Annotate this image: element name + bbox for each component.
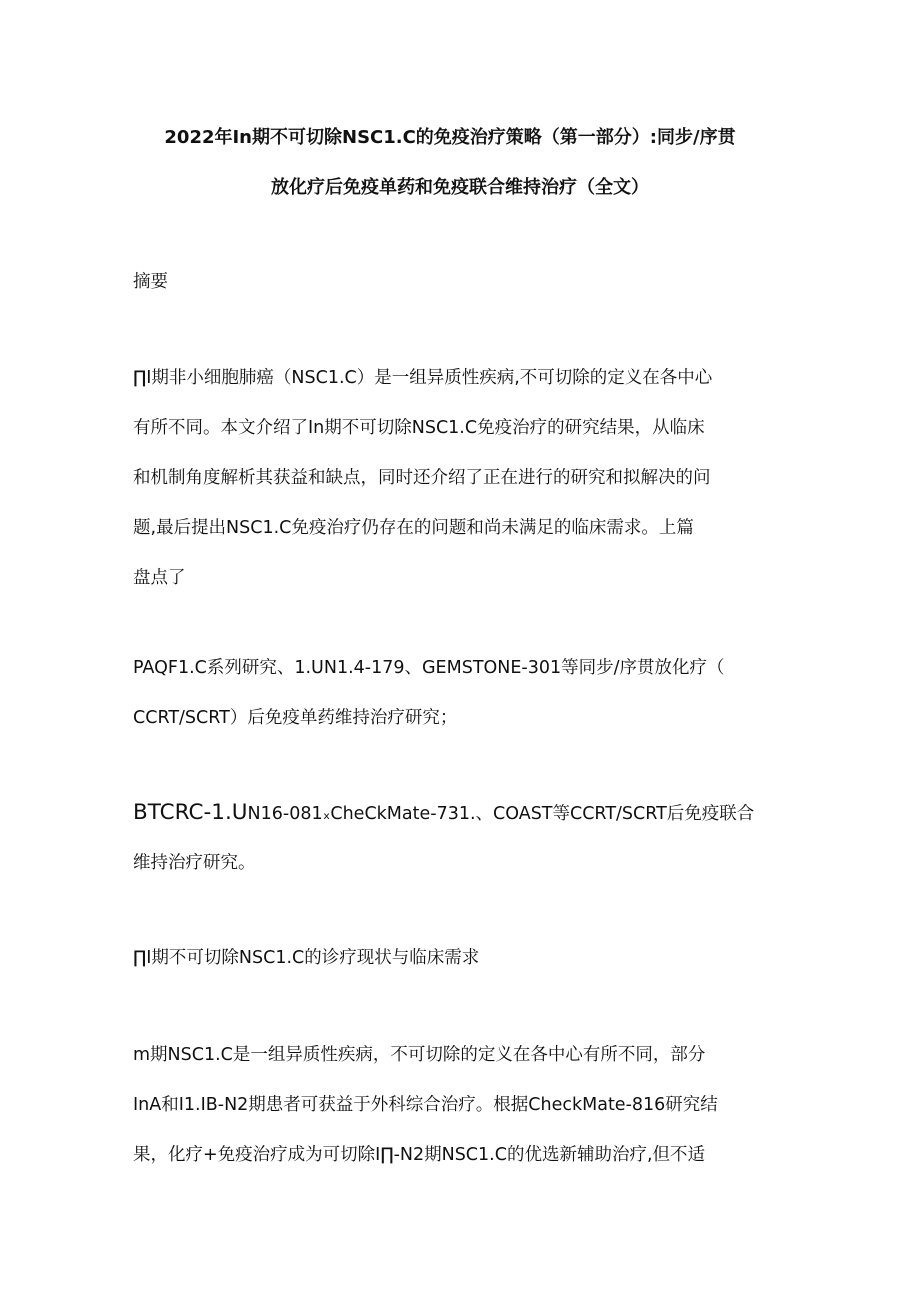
paragraph-line: 盘点了: [133, 568, 186, 588]
paragraph-line: 维持治疗研究。: [133, 853, 256, 873]
paragraph-line: 果，化疗+免疫治疗成为可切除I∏-N2期NSC1.C的优选新辅助治疗,但不适: [133, 1145, 706, 1165]
monotherapy-studies-paragraph: [133, 643, 793, 743]
paragraph-line: [133, 788, 793, 838]
paragraph-line: 题,最后提出NSC1.C免疫治疗仍存在的问题和尚未满足的临床需求。上篇: [133, 518, 694, 538]
paragraph-line: 有所不同。本文介绍了In期不可切除NSC1.C免疫治疗的研究结果，从临床: [133, 418, 705, 438]
combination-studies-paragraph: [133, 788, 793, 888]
paragraph-line-rest: N16-081ₓCheCkMate-731.、COAST等CCRT/SCRT后免疫联合: [247, 804, 755, 824]
abstract-heading: 摘要: [133, 272, 168, 292]
paragraph-line: PAQF1.C系列研究、1.UN1.4-179、GEMSTONE-301等同步/序贯放化疗（: [133, 658, 725, 678]
paragraph-line-large-prefix: BTCRC-1.U: [133, 800, 248, 825]
paragraph-line: 和机制角度解析其获益和缺点，同时还介绍了正在进行的研究和拟解决的问: [133, 468, 711, 488]
paragraph-line: m期NSC1.C是一组异质性疾病，不可切除的定义在各中心有所不同，部分: [133, 1045, 706, 1065]
paragraph-line: ∏I期非小细胞肺癌（NSC1.C）是一组异质性疾病,不可切除的定义在各中心: [133, 368, 713, 388]
section-heading: ∏I期不可切除NSC1.C的诊疗现状与临床需求: [133, 948, 480, 968]
document-title-line-1: 2022年In期不可切除NSC1.C的免疫治疗策略（第一部分）:同步/序贯: [164, 127, 736, 148]
paragraph-line: CCRT/SCRT）后免疫单药维持治疗研究；: [133, 708, 458, 728]
paragraph-line: InA和I1.IB-N2期患者可获益于外科综合治疗。根据CheckMate-816研究结: [133, 1095, 718, 1115]
document-title-line-2: 放化疗后免疫单药和免疫联合维持治疗（全文）: [271, 177, 649, 198]
status-paragraph: [133, 1030, 793, 1180]
abstract-paragraph: [133, 353, 793, 603]
